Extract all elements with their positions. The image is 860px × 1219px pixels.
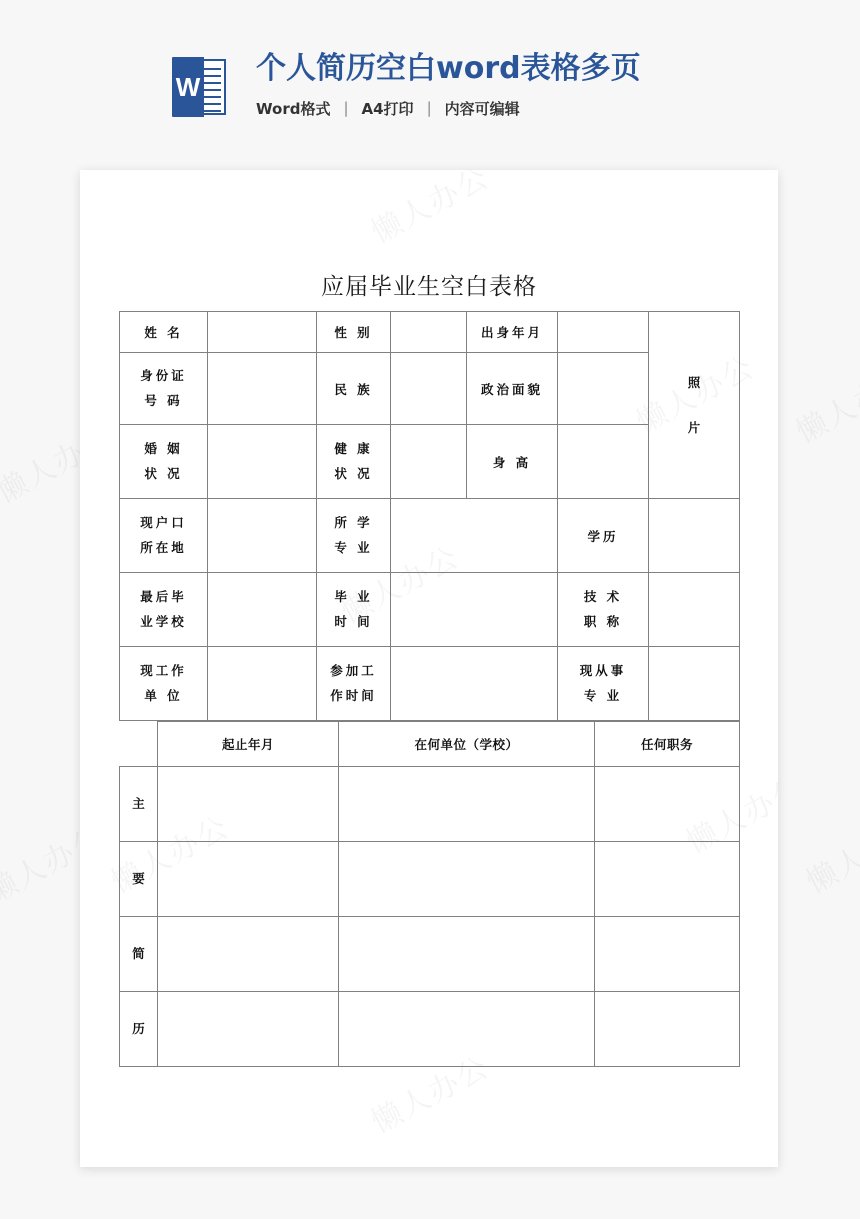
header-period: 起止年月 [158,722,339,767]
label-line-2: 号 码 [144,392,183,408]
cell-position-value[interactable] [595,992,740,1067]
document-page [80,170,778,1167]
cell-education-value[interactable] [649,499,740,573]
cell-gender-label: 性 别 [317,312,391,353]
cell-idnumber-value[interactable] [208,353,317,425]
cell-period-value[interactable] [158,767,339,842]
cell-work-start-value[interactable] [391,647,558,721]
cell-position-value[interactable] [595,767,740,842]
label-line-2: 专 业 [334,539,373,555]
photo-label-char-2: 片 [687,420,701,435]
cell-birthdate-value[interactable] [558,312,649,353]
label-line-2: 单 位 [144,687,183,703]
table-header-row [120,722,740,767]
cell-period-value[interactable] [158,917,339,992]
table-row [120,917,740,992]
table-row [120,573,740,647]
document-title: 应届毕业生空白表格 [321,274,537,300]
cell-birthdate-label: 出身年月 [467,312,558,353]
cell-gender-value[interactable] [391,312,467,353]
subtitle-print: A4打印 [361,99,414,118]
header-position: 任何职务 [595,722,740,767]
table-row [120,499,740,573]
label-line-1: 现户口 [140,515,187,531]
word-document-icon [172,57,226,119]
label-line-1: 现从事 [579,663,627,679]
label-line-2: 作时间 [330,687,377,703]
label-line-1: 身份证 [140,368,187,384]
cell-school-label [120,573,208,647]
cell-marital-value[interactable] [208,425,317,499]
label-line-2: 专 业 [583,687,623,703]
cell-health-label [317,425,391,499]
cell-employer-value[interactable] [339,767,595,842]
page-header [0,0,860,170]
side-label-char-history: 历 [120,992,158,1067]
cell-current-field-value[interactable] [649,647,740,721]
label-line-2: 状 况 [144,465,183,481]
cell-workplace-value[interactable] [208,647,317,721]
side-label-char-resume: 简 [120,917,158,992]
cell-ethnicity-label: 民 族 [317,353,391,425]
word-letter-w: W [175,71,201,102]
cell-position-value[interactable] [595,842,740,917]
label-line-1: 所 学 [334,515,373,531]
label-line-2: 状 况 [334,465,373,481]
cell-photo-placeholder[interactable] [649,312,740,499]
cell-marital-label [120,425,208,499]
cell-height-label: 身 高 [467,425,558,499]
cell-workplace-label [120,647,208,721]
header-employer: 在何单位（学校） [339,722,595,767]
label-line-1: 毕 业 [334,589,373,605]
table-row [120,842,740,917]
cell-name-value[interactable] [208,312,317,353]
subtitle-separator: | [426,99,432,117]
label-line-1: 健 康 [334,441,373,457]
personal-info-table-wrap [119,311,740,721]
cell-political-label: 政治面貌 [467,353,558,425]
cell-employer-value[interactable] [339,992,595,1067]
cell-period-value[interactable] [158,992,339,1067]
table-row [120,353,740,425]
subtitle-format: Word格式 [256,99,331,118]
cell-graduation-time-label [317,573,391,647]
page-title: 个人简历空白word表格多页 [256,51,641,86]
label-line-1: 最后毕 [140,589,187,605]
cell-education-label: 学历 [558,499,649,573]
cell-technical-title-label [558,573,649,647]
experience-table [119,721,740,1067]
cell-residence-value[interactable] [208,499,317,573]
label-line-2: 业学校 [140,613,187,629]
table-row [120,992,740,1067]
photo-label-char-1: 照 [687,375,701,390]
table-row [120,647,740,721]
table-row [120,312,740,353]
cell-employer-value[interactable] [339,842,595,917]
cell-height-value[interactable] [558,425,649,499]
cell-period-value[interactable] [158,842,339,917]
corner-cell-empty [120,722,158,767]
personal-info-table [119,311,740,721]
cell-residence-label [120,499,208,573]
cell-school-value[interactable] [208,573,317,647]
cell-ethnicity-value[interactable] [391,353,467,425]
label-line-1: 技 术 [583,589,623,605]
page-subtitle [256,98,641,119]
watermark-text [787,353,860,452]
cell-political-value[interactable] [558,353,649,425]
cell-name-label: 姓 名 [120,312,208,353]
cell-technical-title-value[interactable] [649,573,740,647]
label-line-1: 现工作 [140,663,187,679]
cell-current-field-label [558,647,649,721]
table-row [120,767,740,842]
cell-major-label [317,499,391,573]
subtitle-editable: 内容可编辑 [444,99,520,118]
watermark-text [797,803,860,902]
cell-health-value[interactable] [391,425,467,499]
cell-employer-value[interactable] [339,917,595,992]
side-label-char-key: 要 [120,842,158,917]
cell-major-value[interactable] [391,499,558,573]
subtitle-separator: | [343,99,349,117]
cell-graduation-time-value[interactable] [391,573,558,647]
label-line-2: 职 称 [583,613,623,629]
table-row [120,425,740,499]
label-line-2: 所在地 [140,539,187,555]
label-line-2: 时 间 [334,613,373,629]
side-label-char-main: 主 [120,767,158,842]
label-line-1: 婚 姻 [144,441,183,457]
cell-work-start-label [317,647,391,721]
watermark-text [362,170,496,251]
cell-idnumber-label [120,353,208,425]
experience-table-wrap [119,721,740,1067]
cell-position-value[interactable] [595,917,740,992]
label-line-1: 参加工 [330,663,377,679]
